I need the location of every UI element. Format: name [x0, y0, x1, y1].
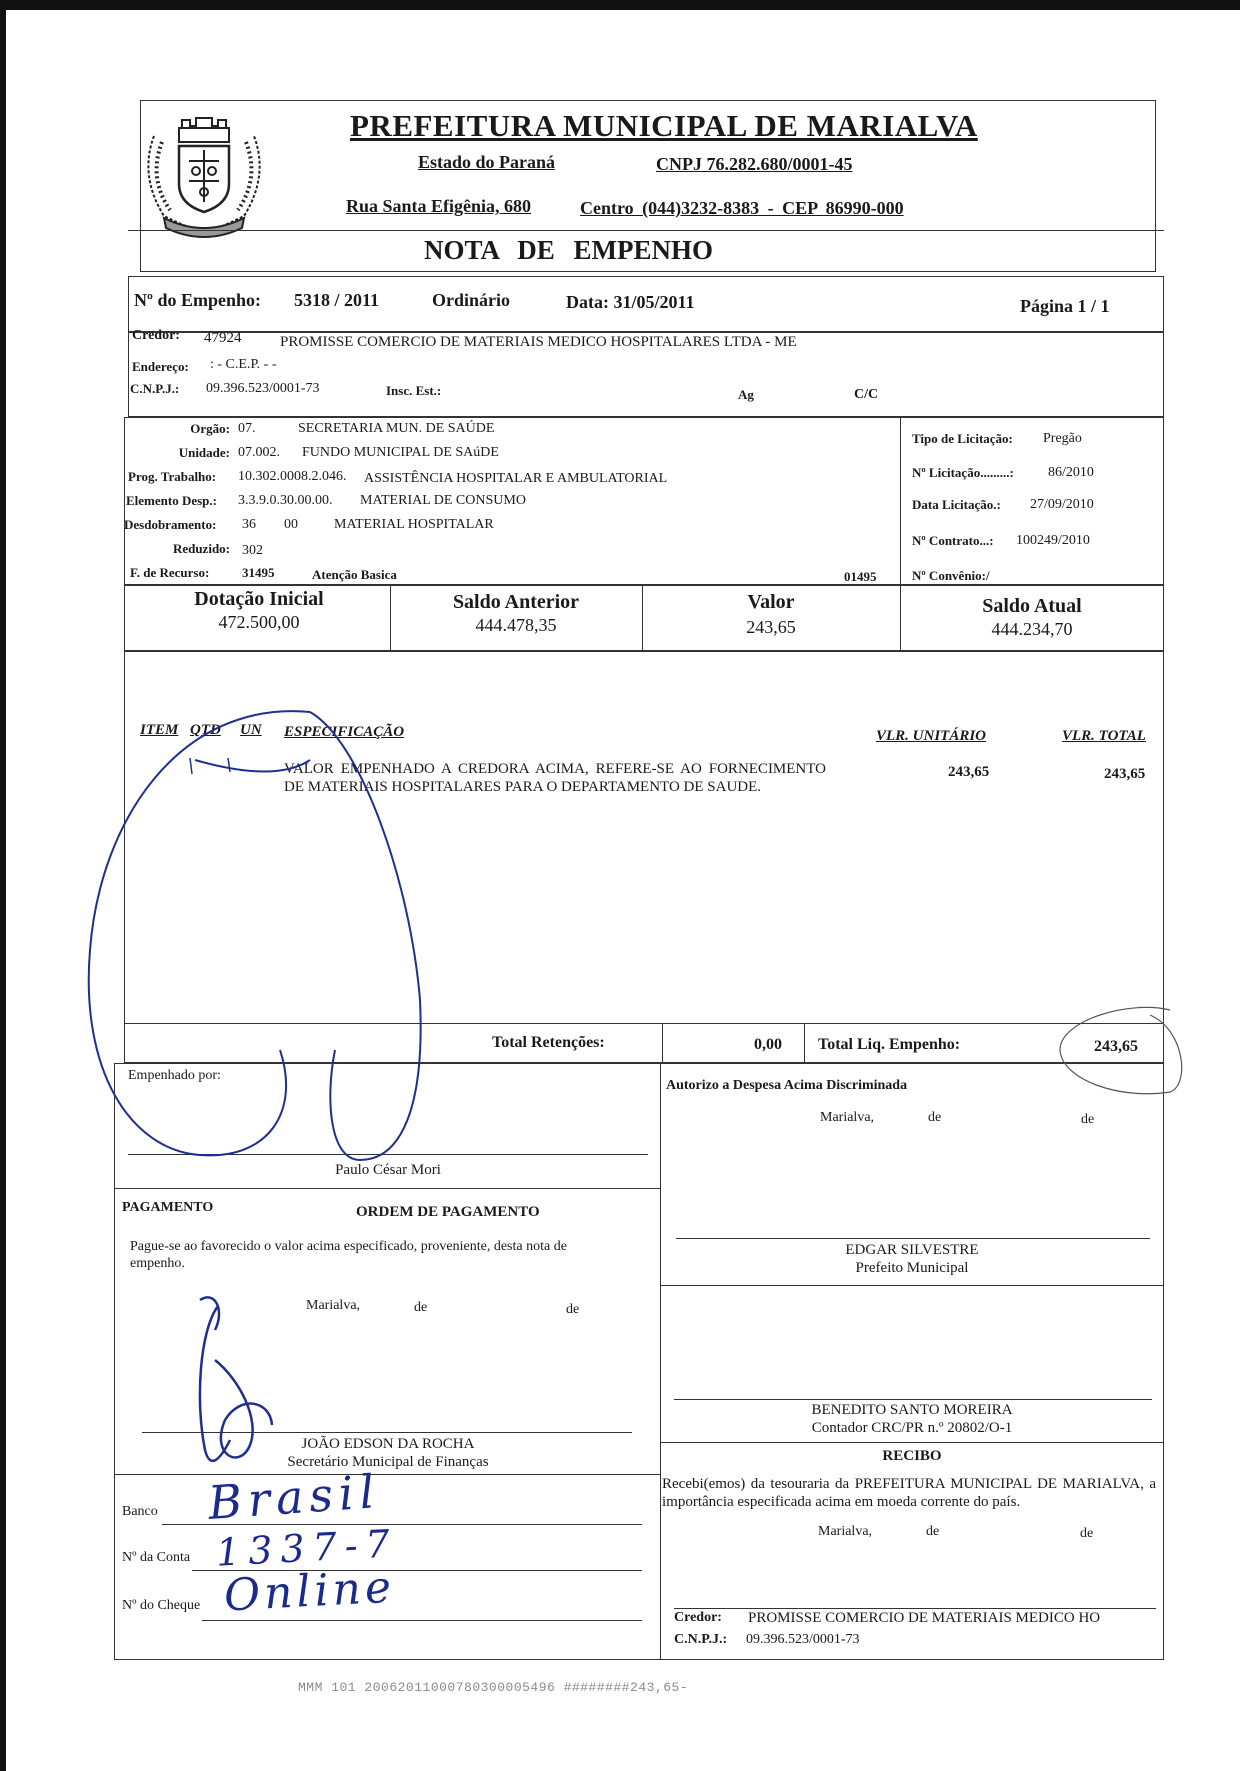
prog-trabalho-label: Prog. Trabalho: [128, 469, 217, 484]
state-text: Estado do Paraná [418, 152, 556, 172]
orgao-value: 07. [238, 421, 256, 436]
recibo-cnpj-label: C.N.P.J.: [674, 1632, 728, 1647]
saldo-atual-label: Saldo Atual [982, 595, 1082, 617]
autorizo-place: Marialva, [820, 1110, 875, 1125]
recibo-credor-value: PROMISSE COMERCIO DE MATERIAIS MEDICO HO [748, 1610, 1101, 1626]
elemento-desc: MATERIAL DE CONSUMO [360, 493, 526, 508]
pagamento-label: PAGAMENTO [122, 1200, 214, 1215]
ordem-pagamento-label: ORDEM DE PAGAMENTO [356, 1204, 540, 1220]
conta-label: Nº da Conta [122, 1550, 191, 1565]
municipality-cnpj: CNPJ 76.282.680/0001-45 [656, 154, 853, 174]
col-total-value-header: VLR. TOTAL [1062, 728, 1146, 744]
empenho-type: Ordinário [432, 290, 511, 310]
contrato-label: Nº Contrato...: [912, 533, 994, 548]
unidade-label: Unidade: [178, 445, 230, 460]
pagamento-place: Marialva, [306, 1298, 361, 1313]
cheque-line [202, 1620, 642, 1621]
col-item-header: ITEM [140, 722, 179, 738]
data-licitacao-value: 27/09/2010 [1030, 497, 1094, 512]
credor-cnpj-value: 09.396.523/0001-73 [206, 381, 320, 396]
items-box [124, 651, 1164, 1023]
prog-trabalho-desc: ASSISTÊNCIA HOSPITALAR E AMBULATORIAL [364, 471, 668, 486]
pagamento-text: Pague-se ao favorecido o valor acima especificado, proveniente, desta nota de empenho. [130, 1239, 567, 1271]
saldo-atual-value: 444.234,70 [991, 619, 1073, 639]
pagamento-de-1: de [414, 1300, 428, 1315]
autorizo-de-2: de [1081, 1112, 1095, 1127]
totals-row [124, 1023, 1164, 1063]
valor-label: Valor [747, 591, 795, 613]
col-qtd-header: QTD [190, 722, 221, 738]
recurso-code: 01495 [844, 569, 877, 584]
prefeito-role: Prefeito Municipal [855, 1260, 969, 1276]
footer-processing-code: MMM 101 20062011000780300005496 ########243,65- [298, 1680, 689, 1695]
item-total-value: 243,65 [1104, 766, 1146, 782]
total-liq-value: 243,65 [1094, 1038, 1138, 1055]
recibo-de-1: de [926, 1524, 940, 1539]
recibo-signature-line [674, 1608, 1156, 1609]
secretario-role: Secretário Municipal de Finanças [287, 1454, 489, 1470]
col-unit-value-header: VLR. UNITÁRIO [876, 728, 987, 744]
saldo-anterior-value: 444.478,35 [475, 615, 557, 635]
credor-name: PROMISSE COMERCIO DE MATERIAIS MEDICO HOSPITALARES LTDA - ME [280, 334, 797, 350]
ag-label: Ag [738, 387, 754, 402]
secretario-name: JOÃO EDSON DA ROCHA [301, 1436, 475, 1452]
recurso-value: 31495 [242, 565, 275, 580]
district-phone-cep: Centro (044)3232-8383 - CEP 86990-000 [580, 198, 904, 218]
desdobramento-value-1: 36 [242, 517, 256, 532]
col-un-header: UN [240, 722, 262, 738]
empenho-number: 5318 / 2011 [294, 290, 380, 310]
endereco-label: Endereço: [132, 359, 189, 374]
street-address: Rua Santa Efigênia, 680 [346, 196, 532, 216]
cc-label: C/C [854, 387, 879, 402]
contrato-value: 100249/2010 [1016, 533, 1090, 548]
budget-divider [900, 417, 901, 585]
numero-licitacao-label: Nº Licitação.........: [912, 465, 1014, 480]
recurso-label: F. de Recurso: [130, 565, 210, 580]
totals-divider-1 [662, 1023, 663, 1063]
unidade-value: 07.002. [238, 445, 280, 460]
contador-name: BENEDITO SANTO MOREIRA [811, 1402, 1013, 1418]
unidade-desc: FUNDO MUNICIPAL DE SAúDE [302, 445, 499, 460]
total-liq-label: Total Liq. Empenho: [818, 1036, 961, 1053]
pagamento-signature-line [142, 1432, 632, 1433]
totals-divider-2 [804, 1023, 805, 1063]
empenho-label: Nº do Empenho: [134, 290, 261, 310]
recurso-desc: Atenção Basica [312, 567, 397, 582]
credor-cnpj-label: C.N.P.J.: [130, 381, 180, 396]
empenhado-signature-line [128, 1154, 648, 1155]
nota-de-empenho-form [122, 100, 1166, 1660]
contador-role: Contador CRC/PR n.º 20802/O-1 [811, 1420, 1013, 1436]
desdobramento-desc: MATERIAL HOSPITALAR [334, 517, 494, 532]
banco-handwritten: Brasil [206, 1464, 382, 1530]
cheque-label: Nº do Cheque [122, 1598, 201, 1613]
recibo-credor-label: Credor: [674, 1610, 722, 1625]
empenhado-signer: Paulo César Mori [335, 1162, 441, 1178]
col-especificacao-header: ESPECIFICAÇÃO [284, 724, 405, 740]
recibo-place: Marialva, [818, 1524, 873, 1539]
desdobramento-value-2: 00 [284, 517, 298, 532]
pagamento-divider [114, 1188, 660, 1189]
recibo-label: RECIBO [882, 1448, 942, 1464]
data-licitacao-label: Data Licitação.: [912, 497, 1001, 512]
recibo-text: Recebi(emos) da tesouraria da PREFEITURA MUNICIPAL DE MARIALVA, a importância especificada acima em moeda corrente do país. [662, 1476, 1156, 1510]
autorizo-signature-line [676, 1238, 1150, 1239]
recibo-de-2: de [1080, 1526, 1094, 1541]
pagamento-de-2: de [566, 1302, 580, 1317]
insc-est-label: Insc. Est.: [386, 383, 442, 398]
valor-value: 243,65 [746, 617, 796, 637]
prefeito-name: EDGAR SILVESTRE [845, 1242, 979, 1258]
dotacao-value: 472.500,00 [218, 612, 300, 632]
desdobramento-label: Desdobramento: [124, 517, 217, 532]
endereco-value: : - C.E.P. - - [210, 357, 277, 372]
elemento-label: Elemento Desp.: [126, 493, 217, 508]
retencoes-label: Total Retenções: [492, 1034, 605, 1051]
cheque-handwritten: Online [222, 1561, 397, 1622]
prog-trabalho-value: 10.302.0008.2.046. [238, 469, 347, 484]
reduzido-value: 302 [242, 543, 263, 558]
item-description: VALOR EMPENHADO A CREDORA ACIMA, REFERE-SE AO FORNECIMENTO DE MATERIAIS HOSPITALARES PARA O DEPARTAMENTO DE SAUDE. [284, 761, 826, 795]
item-unit-value: 243,65 [948, 764, 990, 780]
saldo-anterior-label: Saldo Anterior [452, 591, 580, 613]
dotacao-label: Dotação Inicial [194, 588, 324, 610]
contador-signature-line [674, 1399, 1152, 1400]
tipo-licitacao-label: Tipo de Licitação: [912, 431, 1013, 446]
page-number: Página 1 / 1 [1020, 296, 1110, 316]
municipality-title: PREFEITURA MUNICIPAL DE MARIALVA [350, 108, 978, 143]
reduzido-label: Reduzido: [172, 541, 230, 556]
credor-code: 47924 [204, 330, 242, 346]
bank-top-divider [114, 1474, 660, 1475]
convenio-label: Nº Convênio:/ [912, 568, 990, 583]
banco-label: Banco [122, 1504, 158, 1519]
lower-center-divider [660, 1063, 661, 1660]
credor-label: Credor: [132, 328, 180, 343]
conta-handwritten: 1337-7 [214, 1521, 399, 1575]
elemento-value: 3.3.9.0.30.00.00. [238, 493, 333, 508]
numero-licitacao-value: 86/2010 [1048, 465, 1094, 480]
empenhado-label: Empenhado por: [128, 1068, 221, 1083]
orgao-desc: SECRETARIA MUN. DE SAÚDE [298, 421, 495, 436]
recibo-cnpj-value: 09.396.523/0001-73 [746, 1632, 860, 1647]
document-title: NOTA DE EMPENHO [424, 235, 714, 265]
empenho-date: Data: 31/05/2011 [566, 292, 695, 312]
orgao-label: Orgão: [190, 421, 230, 436]
contador-top-divider [660, 1285, 1164, 1286]
recibo-top-divider [660, 1442, 1164, 1443]
retencoes-value: 0,00 [754, 1036, 782, 1053]
autorizo-de-1: de [928, 1110, 942, 1125]
tipo-licitacao-value: Pregão [1043, 431, 1082, 446]
autorizo-label: Autorizo a Despesa Acima Discriminada [666, 1078, 908, 1093]
